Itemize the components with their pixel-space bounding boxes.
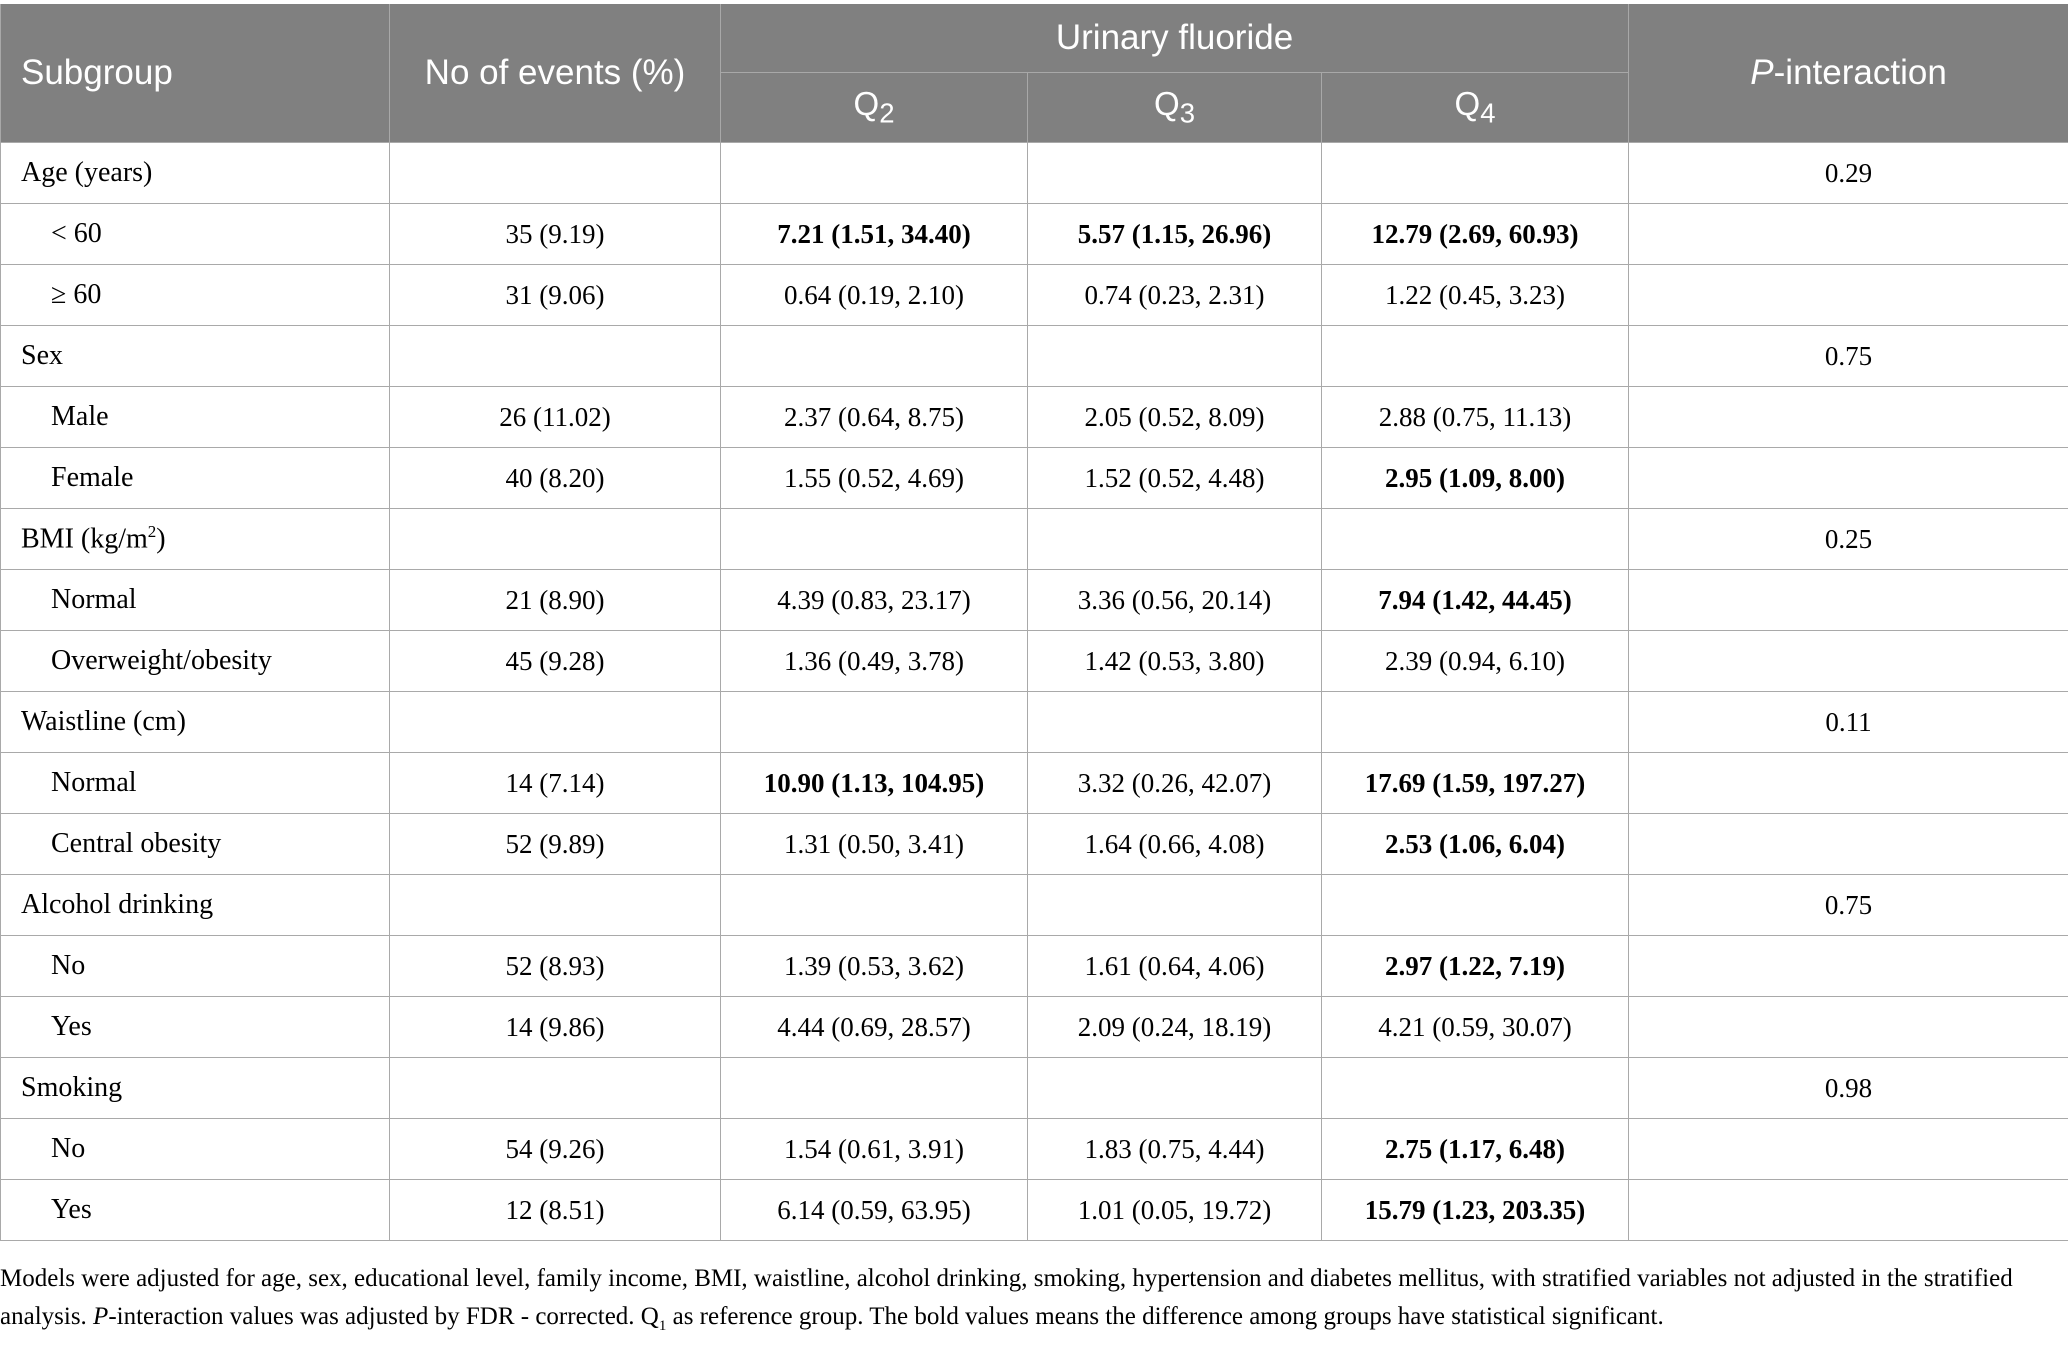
cell-q4: 2.97 (1.22, 7.19)	[1322, 936, 1629, 997]
header-events: No of events (%)	[390, 4, 721, 143]
header-subgroup: Subgroup	[1, 4, 390, 143]
cell-q2: 1.31 (0.50, 3.41)	[721, 814, 1028, 875]
cell-q3	[1028, 692, 1322, 753]
cell-events: 52 (8.93)	[390, 936, 721, 997]
cell-events	[390, 143, 721, 204]
cell-p-interaction: 0.98	[1629, 1058, 2068, 1119]
footnote-p-italic: P	[93, 1303, 108, 1330]
cell-q4	[1322, 143, 1629, 204]
footnote-text-1: Models were adjusted for age, sex, educational level, family income, BMI, waistline, alcohol drinking, smoking, hypertension and diabetes mellitus, with stratified variables not adjusted in the stratified analysis.	[0, 1265, 2013, 1330]
cell-events: 14 (9.86)	[390, 997, 721, 1058]
row-label-text: BMI (kg/m	[21, 524, 148, 555]
cell-q2: 1.36 (0.49, 3.78)	[721, 631, 1028, 692]
cell-events: 40 (8.20)	[390, 448, 721, 509]
cell-q4: 2.88 (0.75, 11.13)	[1322, 387, 1629, 448]
cell-q4: 17.69 (1.59, 197.27)	[1322, 753, 1629, 814]
footnote-text-3: as reference group. The bold values means the difference among groups have statistical significant.	[666, 1303, 1663, 1330]
cell-events: 54 (9.26)	[390, 1119, 721, 1180]
cell-q3: 1.64 (0.66, 4.08)	[1028, 814, 1322, 875]
table-row	[1, 814, 2068, 875]
cell-p-interaction	[1629, 631, 2068, 692]
header-q2-letter: Q	[854, 85, 880, 122]
cell-p-interaction: 0.29	[1629, 143, 2068, 204]
cell-events: 52 (9.89)	[390, 814, 721, 875]
table-row	[1, 509, 2068, 570]
cell-q4	[1322, 692, 1629, 753]
row-label: Male	[1, 387, 390, 448]
header-p-italic: P	[1750, 53, 1773, 92]
cell-p-interaction	[1629, 997, 2068, 1058]
table-row	[1, 631, 2068, 692]
row-label: Smoking	[1, 1058, 390, 1119]
header-p-interaction	[1629, 4, 2068, 143]
cell-q2: 2.37 (0.64, 8.75)	[721, 387, 1028, 448]
cell-p-interaction	[1629, 448, 2068, 509]
table-row	[1, 753, 2068, 814]
cell-p-interaction: 0.75	[1629, 875, 2068, 936]
table-row	[1, 570, 2068, 631]
cell-q2: 1.54 (0.61, 3.91)	[721, 1119, 1028, 1180]
cell-q2: 10.90 (1.13, 104.95)	[721, 753, 1028, 814]
cell-q4: 2.53 (1.06, 6.04)	[1322, 814, 1629, 875]
cell-q2	[721, 1058, 1028, 1119]
cell-q2	[721, 143, 1028, 204]
cell-p-interaction	[1629, 814, 2068, 875]
cell-q2: 1.39 (0.53, 3.62)	[721, 936, 1028, 997]
row-label: Alcohol drinking	[1, 875, 390, 936]
header-urinary-fluoride: Urinary fluoride	[721, 4, 1629, 73]
cell-p-interaction	[1629, 204, 2068, 265]
cell-events	[390, 875, 721, 936]
cell-p-interaction: 0.11	[1629, 692, 2068, 753]
row-label: Yes	[1, 997, 390, 1058]
table-row	[1, 204, 2068, 265]
cell-events: 35 (9.19)	[390, 204, 721, 265]
table-row	[1, 326, 2068, 387]
header-q3	[1028, 73, 1322, 143]
table-row	[1, 875, 2068, 936]
footnote-text-2: -interaction values was adjusted by FDR - corrected. Q	[108, 1303, 659, 1330]
row-label	[1, 509, 390, 570]
table-row	[1, 936, 2068, 997]
cell-q2: 4.39 (0.83, 23.17)	[721, 570, 1028, 631]
cell-q3: 1.83 (0.75, 4.44)	[1028, 1119, 1322, 1180]
cell-q3	[1028, 509, 1322, 570]
cell-p-interaction: 0.75	[1629, 326, 2068, 387]
cell-q3	[1028, 875, 1322, 936]
cell-q4	[1322, 509, 1629, 570]
table-body	[1, 143, 2068, 1241]
cell-p-interaction	[1629, 1180, 2068, 1241]
cell-events: 31 (9.06)	[390, 265, 721, 326]
cell-q3: 5.57 (1.15, 26.96)	[1028, 204, 1322, 265]
row-label: Sex	[1, 326, 390, 387]
table-row	[1, 1058, 2068, 1119]
cell-q2	[721, 692, 1028, 753]
cell-q2: 1.55 (0.52, 4.69)	[721, 448, 1028, 509]
cell-events: 14 (7.14)	[390, 753, 721, 814]
cell-events	[390, 509, 721, 570]
cell-q4: 7.94 (1.42, 44.45)	[1322, 570, 1629, 631]
cell-q3: 1.52 (0.52, 4.48)	[1028, 448, 1322, 509]
cell-p-interaction	[1629, 265, 2068, 326]
cell-q2: 6.14 (0.59, 63.95)	[721, 1180, 1028, 1241]
cell-events: 45 (9.28)	[390, 631, 721, 692]
header-q4-sub: 4	[1480, 98, 1495, 129]
cell-q2	[721, 875, 1028, 936]
cell-q4: 15.79 (1.23, 203.35)	[1322, 1180, 1629, 1241]
table-row	[1, 1119, 2068, 1180]
subgroup-analysis-table	[0, 4, 2068, 1241]
cell-q4: 12.79 (2.69, 60.93)	[1322, 204, 1629, 265]
cell-p-interaction	[1629, 1119, 2068, 1180]
row-label: Age (years)	[1, 143, 390, 204]
table-row	[1, 265, 2068, 326]
cell-q4	[1322, 875, 1629, 936]
table-row	[1, 448, 2068, 509]
cell-q4: 2.95 (1.09, 8.00)	[1322, 448, 1629, 509]
cell-q3: 0.74 (0.23, 2.31)	[1028, 265, 1322, 326]
cell-q2: 4.44 (0.69, 28.57)	[721, 997, 1028, 1058]
row-label: Overweight/obesity	[1, 631, 390, 692]
header-q2	[721, 73, 1028, 143]
cell-p-interaction	[1629, 753, 2068, 814]
row-label-end: )	[156, 524, 165, 555]
cell-events	[390, 1058, 721, 1119]
cell-q3: 1.61 (0.64, 4.06)	[1028, 936, 1322, 997]
row-label: Waistline (cm)	[1, 692, 390, 753]
cell-events: 21 (8.90)	[390, 570, 721, 631]
cell-q2: 0.64 (0.19, 2.10)	[721, 265, 1028, 326]
cell-q3: 2.05 (0.52, 8.09)	[1028, 387, 1322, 448]
cell-q3: 1.01 (0.05, 19.72)	[1028, 1180, 1322, 1241]
cell-q4	[1322, 326, 1629, 387]
cell-events: 26 (11.02)	[390, 387, 721, 448]
row-label: No	[1, 1119, 390, 1180]
cell-q3: 3.36 (0.56, 20.14)	[1028, 570, 1322, 631]
row-label: ≥ 60	[1, 265, 390, 326]
cell-events: 12 (8.51)	[390, 1180, 721, 1241]
header-q3-letter: Q	[1154, 85, 1180, 122]
header-p-rest: -interaction	[1774, 53, 1947, 92]
header-q3-sub: 3	[1180, 98, 1195, 129]
row-label: Central obesity	[1, 814, 390, 875]
table-row	[1, 692, 2068, 753]
cell-q3: 3.32 (0.26, 42.07)	[1028, 753, 1322, 814]
row-label: Normal	[1, 753, 390, 814]
cell-q2: 7.21 (1.51, 34.40)	[721, 204, 1028, 265]
row-label: Female	[1, 448, 390, 509]
table-row	[1, 1180, 2068, 1241]
cell-p-interaction	[1629, 936, 2068, 997]
table-header	[1, 4, 2068, 143]
table-row	[1, 143, 2068, 204]
table-row	[1, 387, 2068, 448]
cell-events	[390, 692, 721, 753]
cell-q3	[1028, 143, 1322, 204]
cell-q4: 1.22 (0.45, 3.23)	[1322, 265, 1629, 326]
table-row	[1, 997, 2068, 1058]
row-label: < 60	[1, 204, 390, 265]
cell-q4: 2.39 (0.94, 6.10)	[1322, 631, 1629, 692]
cell-p-interaction: 0.25	[1629, 509, 2068, 570]
header-q4	[1322, 73, 1629, 143]
cell-q3: 1.42 (0.53, 3.80)	[1028, 631, 1322, 692]
row-label-sup: 2	[148, 522, 157, 541]
row-label: Normal	[1, 570, 390, 631]
footnote-q1-sub: 1	[659, 1318, 667, 1334]
row-label: No	[1, 936, 390, 997]
cell-q4	[1322, 1058, 1629, 1119]
cell-q2	[721, 326, 1028, 387]
cell-p-interaction	[1629, 570, 2068, 631]
table-footnote	[0, 1260, 2060, 1345]
cell-events	[390, 326, 721, 387]
row-label: Yes	[1, 1180, 390, 1241]
cell-p-interaction	[1629, 387, 2068, 448]
cell-q4: 4.21 (0.59, 30.07)	[1322, 997, 1629, 1058]
cell-q3	[1028, 326, 1322, 387]
cell-q3	[1028, 1058, 1322, 1119]
cell-q3: 2.09 (0.24, 18.19)	[1028, 997, 1322, 1058]
cell-q2	[721, 509, 1028, 570]
header-q2-sub: 2	[879, 98, 894, 129]
header-q4-letter: Q	[1455, 85, 1481, 122]
cell-q4: 2.75 (1.17, 6.48)	[1322, 1119, 1629, 1180]
